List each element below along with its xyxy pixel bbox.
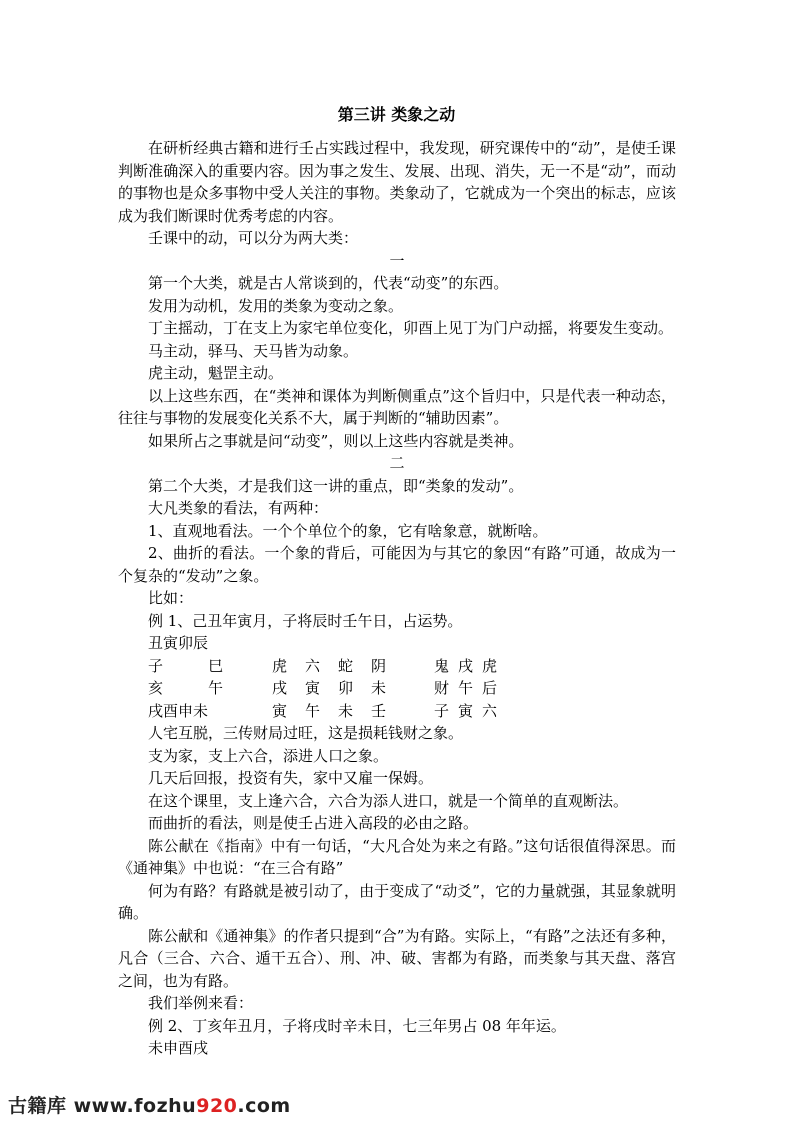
paragraph: 何为有路？有路就是被引动了，由于变成了“动爻”，它的力量就强，其显象就明确。 [118,881,676,922]
paragraph: 我们举例来看： [148,994,254,1012]
paragraph: 人宅互脱，三传财局过旺，这是损耗钱财之象。 [148,724,464,742]
paragraph: 1、直观地看法。一个个单位个的象，它有啥象意，就断啥。 [148,521,548,540]
paragraph: 发用为动机，发用的类象为变动之象。 [148,296,404,315]
chart-cell: 虎 [272,656,288,675]
chart-cell: 六 [482,701,498,720]
chart-cell: 阴 [371,656,387,675]
watermark-number: 920 [196,1095,238,1117]
paragraph: 支为家，支上六合，添进人口之象。 [148,746,389,765]
chart-cell: 午 [305,701,321,720]
chart-cell: 鬼 [434,656,450,675]
paragraph: 而曲折的看法，则是使壬占进入高段的必由之路。 [148,814,479,832]
chart-cell: 虎 [482,656,498,675]
paragraph: 比如： [148,589,194,607]
document-body [118,137,676,1060]
chart-cell: 戌 [272,679,288,697]
paragraph: 几天后回报，投资有失，家中又雇一保姆。 [148,769,434,787]
chart-cell: 午 [458,679,474,697]
chart-cell: 寅 [272,701,288,720]
chart-cell: 子 [148,656,164,675]
chart-cell: 寅 [458,701,474,720]
paragraph: 马主动，驿马、天马皆为动象。 [148,341,359,360]
paragraph: 如果所占之事就是问“动变”，则以上这些内容就是类神。 [148,431,524,450]
paragraph: 例 1、己丑年寅月，子将辰时壬午日，占运势。 [148,611,463,630]
chart-cell: 六 [305,656,321,675]
paragraph: 陈公献在《指南》中有一句话，“大凡合处为来之有路。”这句话很值得深思。而《通神集》中也说：“在三合有路” [118,836,676,877]
watermark-text: 古籍库 www.fozhu [8,1095,197,1117]
paragraph: 大凡类象的看法，有两种： [148,499,329,517]
chart-cell: 戌酉申未 [148,701,209,720]
paragraph: 在这个课里，支上逢六合，六合为添人进口，就是一个简单的直观断法。 [148,791,629,810]
chart-row [118,700,676,723]
chart-cell: 未 [371,679,387,697]
section-heading-1: 一 [389,251,405,270]
paragraph: 以上这些东西，在“类神和课体为判断侧重点”这个旨归中，只是代表一种动态，往往与事物的发展变化关系不大，属于判断的“辅助因素”。 [118,386,676,427]
chart-cell: 财 [434,679,450,697]
paragraph: 第一个大类，就是古人常谈到的，代表“动变”的东西。 [148,274,509,292]
chart-cell: 寅 [305,679,321,697]
chart-row [118,677,676,700]
chart-cell: 壬 [371,701,387,720]
chart-cell: 蛇 [338,656,354,675]
watermark-footer [8,1091,291,1118]
paragraph: 虎主动，魁罡主动。 [148,364,284,382]
chart-cell: 卯 [338,679,354,697]
paragraph: 2、曲折的看法。一个象的背后，可能因为与其它的象因“有路”可通，故成为一个复杂的“发动”之象。 [118,544,676,585]
page-title: 第三讲 类象之动 [337,105,456,124]
watermark-suffix: .com [237,1095,291,1117]
chart-cell: 后 [482,679,498,697]
paragraph: 第二个大类，才是我们这一讲的重点，即“类象的发动”。 [148,476,524,495]
chart-cell [242,700,272,723]
chart-cell: 亥 [148,679,164,697]
paragraph: 未申酉戌 [148,1039,209,1057]
paragraph: 例 2、丁亥年丑月，子将戌时辛未日，七三年男占 08 年年运。 [148,1016,566,1035]
chart-cell: 戌 [458,656,474,675]
paragraph: 丁主摇动，丁在支上为家宅单位变化，卯酉上见丁为门户动摇，将要发生变动。 [148,319,674,337]
section-heading-2: 二 [389,454,405,472]
chart-cell: 午 [208,679,224,697]
chart-cell: 子 [434,701,450,720]
paragraph: 陈公献和《通神集》的作者只提到“合”为有路。实际上，“有路”之法还有多种，凡合（三合、六合、遁干五合）、刑、冲、破、害都为有路，而类象与其天盘、落宫之间，也为有路。 [118,926,676,990]
chart-row [118,655,676,678]
chart-cell: 巳 [208,656,224,675]
paragraph: 在研析经典古籍和进行壬占实践过程中，我发现，研究课传中的“动”，是使壬课判断准确深入的重要内容。因为事之发生、发展、出现、消失，无一不是“动”，而动的事物也是众多事物中受人关注的事物。类象动了，它就成为一个突出的标志，应该成为我们断课时优秀考虑的内容。 [118,139,676,225]
chart-cell: 未 [338,701,354,720]
paragraph: 丑寅卯辰 [148,634,209,652]
paragraph: 壬课中的动，可以分为两大类： [148,229,359,247]
